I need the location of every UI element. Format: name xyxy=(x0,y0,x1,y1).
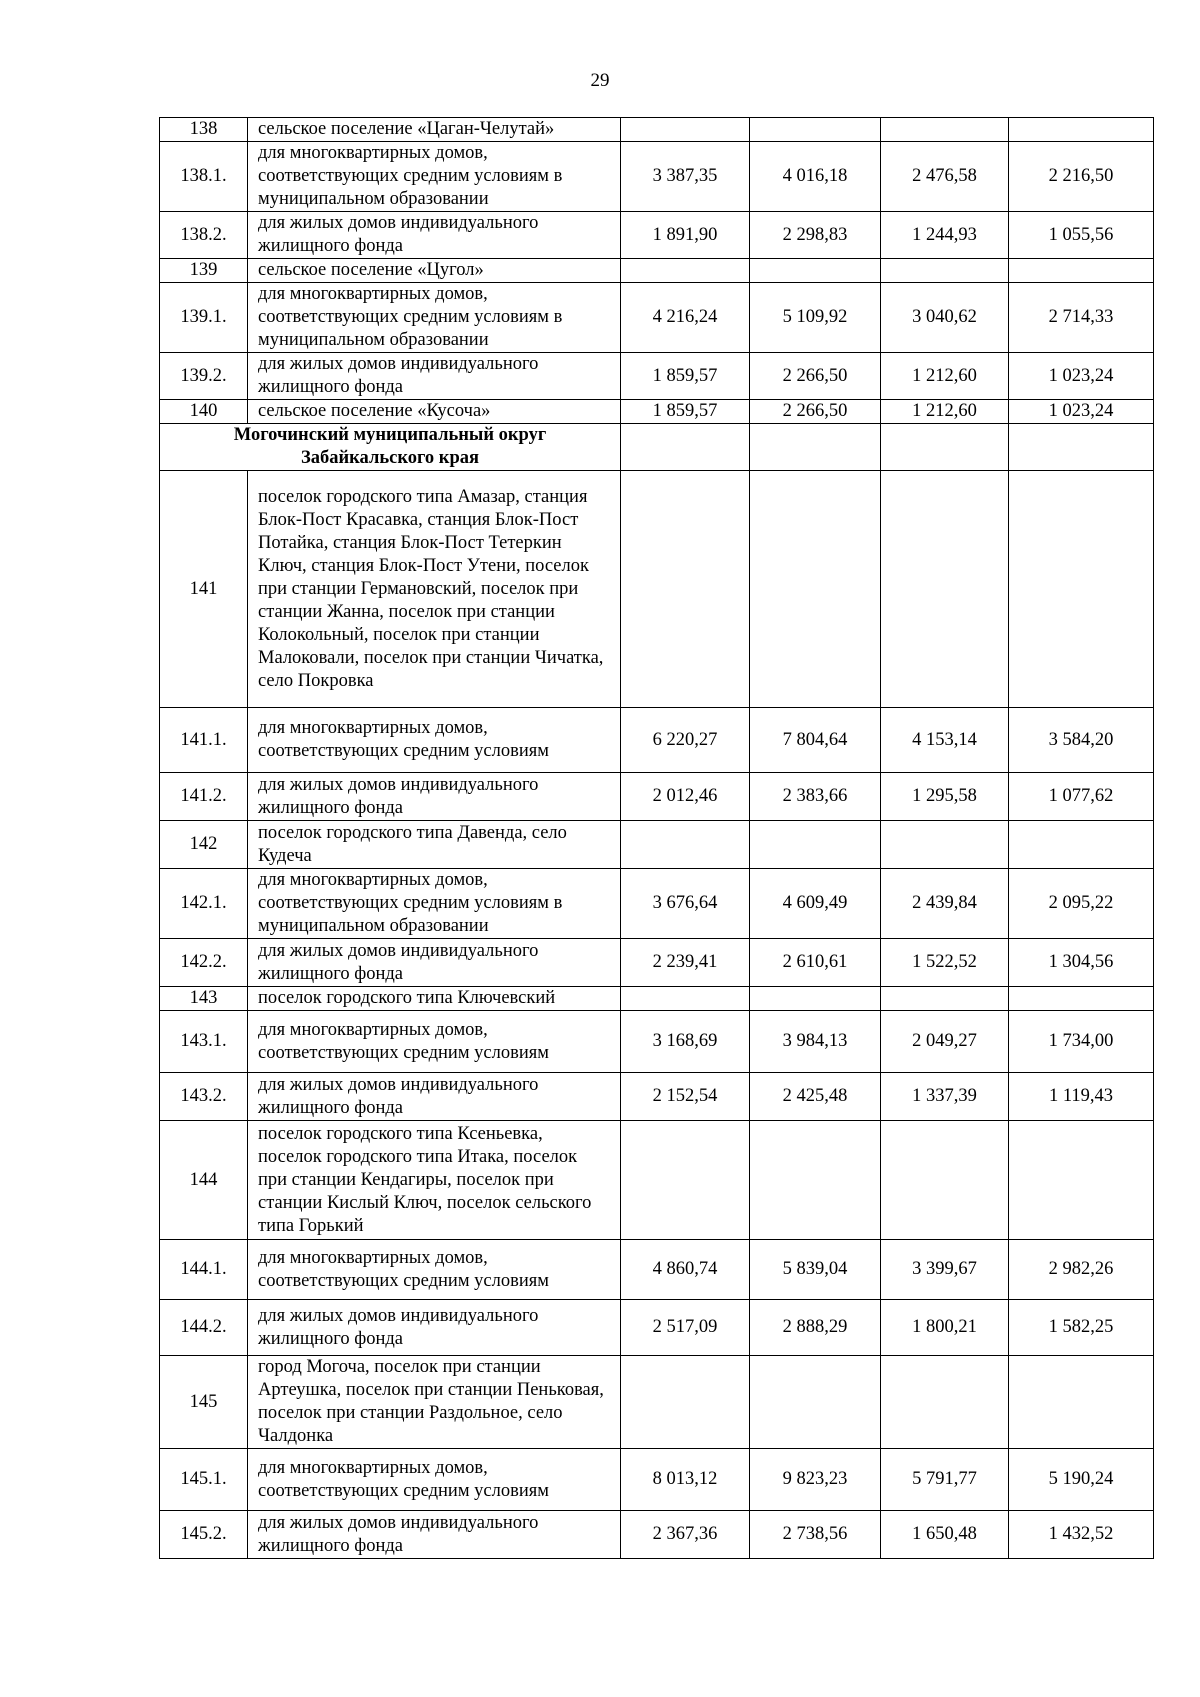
value-cell-4 xyxy=(1009,424,1154,471)
value-cell-4: 1 432,52 xyxy=(1009,1511,1154,1559)
value-cell-3: 2 049,27 xyxy=(881,1011,1009,1073)
row-number-cell: 143 xyxy=(160,987,248,1011)
row-number-cell: 139 xyxy=(160,259,248,283)
value-cell-3: 1 295,58 xyxy=(881,773,1009,821)
description-cell: для многоквартирных домов, соответствующих средним условиям в муниципальном образовании xyxy=(248,283,621,353)
value-cell-1: 3 387,35 xyxy=(621,142,750,212)
value-cell-1 xyxy=(621,821,750,869)
row-number-cell: 144.1. xyxy=(160,1240,248,1300)
value-cell-2: 7 804,64 xyxy=(750,708,881,773)
value-cell-3 xyxy=(881,1356,1009,1449)
value-cell-1 xyxy=(621,987,750,1011)
value-cell-2 xyxy=(750,424,881,471)
row-number-cell: 141.2. xyxy=(160,773,248,821)
table-row xyxy=(160,821,1154,869)
value-cell-3: 1 212,60 xyxy=(881,400,1009,424)
value-cell-4: 2 216,50 xyxy=(1009,142,1154,212)
value-cell-4: 1 077,62 xyxy=(1009,773,1154,821)
row-number-cell: 139.1. xyxy=(160,283,248,353)
description-cell: для многоквартирных домов, соответствующих средним условиям xyxy=(248,1011,621,1073)
table-row xyxy=(160,939,1154,987)
description-cell: поселок городского типа Амазар, станция Блок-Пост Красавка, станция Блок-Пост Потайка, станция Блок-Пост Тетеркин Ключ, станция Блок-Пост Утени, поселок при станции Германовский, поселок при станции Жанна, поселок при станции Колокольный, поселок при станции Малоковали, поселок при станции Чичатка, село Покровка xyxy=(248,471,621,708)
value-cell-1 xyxy=(621,1121,750,1240)
table-row xyxy=(160,259,1154,283)
description-cell: для жилых домов индивидуального жилищного фонда xyxy=(248,1511,621,1559)
value-cell-1: 3 168,69 xyxy=(621,1011,750,1073)
value-cell-1: 2 152,54 xyxy=(621,1073,750,1121)
description-cell: для жилых домов индивидуального жилищного фонда xyxy=(248,939,621,987)
description-cell: для жилых домов индивидуального жилищного фонда xyxy=(248,773,621,821)
row-number-cell: 138 xyxy=(160,118,248,142)
row-number-cell: 145 xyxy=(160,1356,248,1449)
description-cell: для жилых домов индивидуального жилищного фонда xyxy=(248,1073,621,1121)
value-cell-2: 5 839,04 xyxy=(750,1240,881,1300)
description-cell: сельское поселение «Цугол» xyxy=(248,259,621,283)
group-title: Могочинский муниципальный округ Забайкальского края xyxy=(160,424,621,471)
value-cell-4: 1 734,00 xyxy=(1009,1011,1154,1073)
value-cell-4: 1 119,43 xyxy=(1009,1073,1154,1121)
value-cell-1: 2 239,41 xyxy=(621,939,750,987)
value-cell-2: 2 738,56 xyxy=(750,1511,881,1559)
value-cell-2 xyxy=(750,471,881,708)
value-cell-3: 2 476,58 xyxy=(881,142,1009,212)
description-cell: сельское поселение «Кусоча» xyxy=(248,400,621,424)
value-cell-2: 5 109,92 xyxy=(750,283,881,353)
value-cell-3 xyxy=(881,1121,1009,1240)
value-cell-3: 1 212,60 xyxy=(881,353,1009,400)
description-cell: для жилых домов индивидуального жилищного фонда xyxy=(248,212,621,259)
value-cell-3: 1 800,21 xyxy=(881,1300,1009,1356)
value-cell-3: 4 153,14 xyxy=(881,708,1009,773)
page-number: 29 xyxy=(590,70,610,91)
table-row xyxy=(160,987,1154,1011)
table-row xyxy=(160,1300,1154,1356)
table-row xyxy=(160,708,1154,773)
value-cell-2: 4 609,49 xyxy=(750,869,881,939)
row-number-cell: 145.1. xyxy=(160,1449,248,1511)
value-cell-4: 2 095,22 xyxy=(1009,869,1154,939)
value-cell-2: 2 888,29 xyxy=(750,1300,881,1356)
table-row xyxy=(160,1449,1154,1511)
table-row xyxy=(160,212,1154,259)
row-number-cell: 139.2. xyxy=(160,353,248,400)
value-cell-1: 2 012,46 xyxy=(621,773,750,821)
value-cell-2: 9 823,23 xyxy=(750,1449,881,1511)
value-cell-1: 4 216,24 xyxy=(621,283,750,353)
row-number-cell: 138.1. xyxy=(160,142,248,212)
table-row xyxy=(160,1011,1154,1073)
row-number-cell: 145.2. xyxy=(160,1511,248,1559)
value-cell-4: 1 023,24 xyxy=(1009,353,1154,400)
value-cell-4 xyxy=(1009,1121,1154,1240)
value-cell-3: 5 791,77 xyxy=(881,1449,1009,1511)
value-cell-1 xyxy=(621,471,750,708)
value-cell-3: 1 337,39 xyxy=(881,1073,1009,1121)
value-cell-3: 3 399,67 xyxy=(881,1240,1009,1300)
row-number-cell: 141 xyxy=(160,471,248,708)
table-row xyxy=(160,142,1154,212)
value-cell-1: 1 891,90 xyxy=(621,212,750,259)
value-cell-4: 2 982,26 xyxy=(1009,1240,1154,1300)
description-cell: для многоквартирных домов, соответствующих средним условиям xyxy=(248,708,621,773)
value-cell-4: 1 304,56 xyxy=(1009,939,1154,987)
value-cell-3: 3 040,62 xyxy=(881,283,1009,353)
value-cell-2: 4 016,18 xyxy=(750,142,881,212)
value-cell-2: 2 266,50 xyxy=(750,400,881,424)
value-cell-1 xyxy=(621,1356,750,1449)
value-cell-1 xyxy=(621,424,750,471)
value-cell-3: 2 439,84 xyxy=(881,869,1009,939)
value-cell-1: 4 860,74 xyxy=(621,1240,750,1300)
value-cell-3 xyxy=(881,821,1009,869)
description-cell: поселок городского типа Давенда, село Кудеча xyxy=(248,821,621,869)
value-cell-3: 1 522,52 xyxy=(881,939,1009,987)
value-cell-4 xyxy=(1009,259,1154,283)
row-number-cell: 142 xyxy=(160,821,248,869)
table-row xyxy=(160,1121,1154,1240)
table-row xyxy=(160,1356,1154,1449)
description-cell: для жилых домов индивидуального жилищного фонда xyxy=(248,353,621,400)
description-cell: сельское поселение «Цаган-Челутай» xyxy=(248,118,621,142)
table-row xyxy=(160,471,1154,708)
table-row xyxy=(160,1073,1154,1121)
value-cell-4: 1 582,25 xyxy=(1009,1300,1154,1356)
row-number-cell: 142.1. xyxy=(160,869,248,939)
value-cell-1: 1 859,57 xyxy=(621,353,750,400)
table-row xyxy=(160,1511,1154,1559)
value-cell-3 xyxy=(881,424,1009,471)
value-cell-4: 2 714,33 xyxy=(1009,283,1154,353)
row-number-cell: 144.2. xyxy=(160,1300,248,1356)
table-row xyxy=(160,283,1154,353)
row-number-cell: 144 xyxy=(160,1121,248,1240)
value-cell-1 xyxy=(621,259,750,283)
table-row xyxy=(160,1240,1154,1300)
description-cell: поселок городского типа Ключевский xyxy=(248,987,621,1011)
value-cell-3: 1 650,48 xyxy=(881,1511,1009,1559)
value-cell-2 xyxy=(750,1121,881,1240)
row-number-cell: 142.2. xyxy=(160,939,248,987)
description-cell: для жилых домов индивидуального жилищного фонда xyxy=(248,1300,621,1356)
value-cell-3 xyxy=(881,259,1009,283)
group-header-row xyxy=(160,424,1154,471)
value-cell-4 xyxy=(1009,987,1154,1011)
description-cell: для многоквартирных домов, соответствующих средним условиям xyxy=(248,1449,621,1511)
description-cell: поселок городского типа Ксеньевка, поселок городского типа Итака, поселок при станции Кендагиры, поселок при станции Кислый Ключ, поселок сельского типа Горький xyxy=(248,1121,621,1240)
value-cell-2 xyxy=(750,1356,881,1449)
description-cell: город Могоча, поселок при станции Артеушка, поселок при станции Пеньковая, поселок при станции Раздольное, село Чалдонка xyxy=(248,1356,621,1449)
value-cell-2: 2 298,83 xyxy=(750,212,881,259)
value-cell-3 xyxy=(881,118,1009,142)
value-cell-2 xyxy=(750,259,881,283)
table-row xyxy=(160,353,1154,400)
value-cell-4: 1 023,24 xyxy=(1009,400,1154,424)
value-cell-4: 3 584,20 xyxy=(1009,708,1154,773)
value-cell-4: 1 055,56 xyxy=(1009,212,1154,259)
table-row xyxy=(160,400,1154,424)
value-cell-1: 8 013,12 xyxy=(621,1449,750,1511)
value-cell-4 xyxy=(1009,821,1154,869)
value-cell-1 xyxy=(621,118,750,142)
value-cell-2 xyxy=(750,821,881,869)
value-cell-3: 1 244,93 xyxy=(881,212,1009,259)
value-cell-1: 6 220,27 xyxy=(621,708,750,773)
row-number-cell: 138.2. xyxy=(160,212,248,259)
row-number-cell: 140 xyxy=(160,400,248,424)
row-number-cell: 143.2. xyxy=(160,1073,248,1121)
value-cell-4: 5 190,24 xyxy=(1009,1449,1154,1511)
value-cell-1: 2 367,36 xyxy=(621,1511,750,1559)
value-cell-1: 1 859,57 xyxy=(621,400,750,424)
value-cell-3 xyxy=(881,987,1009,1011)
value-cell-2: 3 984,13 xyxy=(750,1011,881,1073)
value-cell-3 xyxy=(881,471,1009,708)
description-cell: для многоквартирных домов, соответствующих средним условиям в муниципальном образовании xyxy=(248,869,621,939)
description-cell: для многоквартирных домов, соответствующих средним условиям xyxy=(248,1240,621,1300)
value-cell-2: 2 610,61 xyxy=(750,939,881,987)
description-cell: для многоквартирных домов, соответствующих средним условиям в муниципальном образовании xyxy=(248,142,621,212)
value-cell-2: 2 383,66 xyxy=(750,773,881,821)
value-cell-2 xyxy=(750,987,881,1011)
table-row xyxy=(160,869,1154,939)
value-cell-2 xyxy=(750,118,881,142)
value-cell-2: 2 425,48 xyxy=(750,1073,881,1121)
value-cell-4 xyxy=(1009,118,1154,142)
row-number-cell: 141.1. xyxy=(160,708,248,773)
tariff-table xyxy=(159,117,1154,1559)
value-cell-1: 3 676,64 xyxy=(621,869,750,939)
table-row xyxy=(160,118,1154,142)
value-cell-4 xyxy=(1009,1356,1154,1449)
table-row xyxy=(160,773,1154,821)
value-cell-4 xyxy=(1009,471,1154,708)
value-cell-2: 2 266,50 xyxy=(750,353,881,400)
tariff-table-body xyxy=(160,118,1154,1559)
row-number-cell: 143.1. xyxy=(160,1011,248,1073)
value-cell-1: 2 517,09 xyxy=(621,1300,750,1356)
